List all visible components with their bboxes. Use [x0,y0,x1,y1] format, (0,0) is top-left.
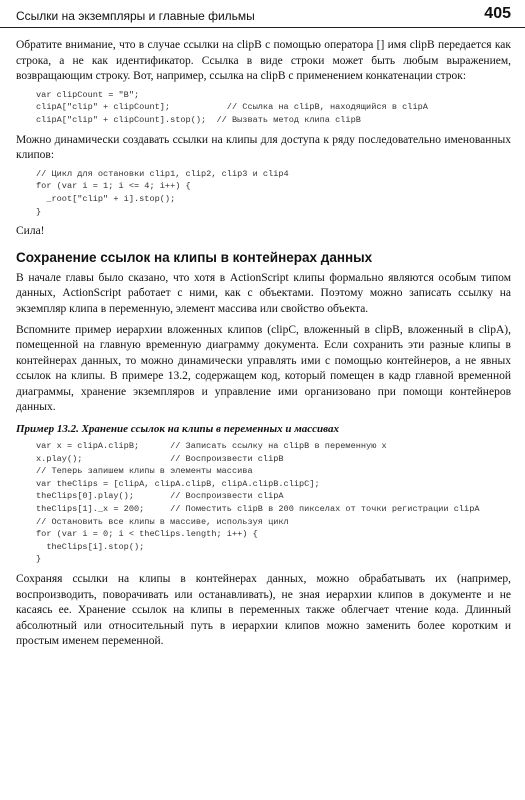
code-listing-loop: // Цикл для остановки clip1, clip2, clip3 и clip4 for (var i = 1; i <= 4; i++) { _root["clip" + i].stop(); } [36,168,289,217]
paragraph-clips-as-objects: В начале главы было сказано, что хотя в ActionScript клипы формально являются особым типом данных, ActionScript работает с ними, как с объектами. Поэтому можно записать ссылку на экземпляр клипа в переменную, элемент массива или свойство объекта. [16,271,511,315]
paragraph-exclamation: Сила! [16,225,45,238]
paragraph-nested-hierarchy: Вспомните пример иерархии вложенных клипов (clipC, вложенный в clipB, вложенный в clipA), помещенной на главную временную диаграмму документа. Если сохранить эти разные клипы в контейнерах данных, то можно динамически управлять ими с помощью контейнеров, а не явных ссылок на клипы. В примере 13.2, содержащем код, который помещен в кадр главной временной диаграммы, хранение экземпляров и управление ими организовано при помощи контейнеров данных. [16,323,511,414]
page-number: 405 [484,5,511,22]
example-caption: Пример 13.2. Хранение ссылок на клипы в переменных и массивах [16,423,339,436]
code-listing-example-13-2: var x = clipA.clipB; // Записать ссылку на clipB в переменную x x.play(); // Воспроизвести clipB // Теперь запишем клипы в элементы массива var theClips = [clipA, clipA.clipB, clipA.clipB.clipC]; theClips[0].play(); // Воспроизвести clipA theClips[1]._x = 200; // Поместить clipB в 200 пикселах от точки регистрации clipA // Остановить все клипы в массиве, используя цикл for (var i = 0; i < theClips.length; i++) { theClips[i].stop(); } [36,441,480,565]
page-body [16,38,511,650]
section-heading: Сохранение ссылок на клипы в контейнерах данных [16,249,373,265]
paragraph-string-reference: Обратите внимание, что в случае ссылки на clipB с помощью оператора [] имя clipB передается как строка, а не как идентификатор. Ссылка в виде строки может быть любым выражением, возвращающим строку. Вот, например, ссылка на clipB с применением конкатенации строк: [16,39,511,83]
page-header [0,0,525,28]
running-title: Ссылки на экземпляры и главные фильмы [16,9,255,23]
code-listing-concatenation: var clipCount = "B"; clipA["clip" + clipCount]; // Ссылка на clipB, находящийся в clipA clipA["clip" + clipCount].stop(); // Вызвать метод клипа clipB [36,89,428,125]
paragraph-storing-references: Сохраняя ссылки на клипы в контейнерах данных, можно обрабатывать их (например, воспроизводить, поворачивать или останавливать), не зная иерархии клипов в документе и не касаясь ее. Хранение ссылок на клипы в переменных также облегчает чтение кода. Длинный абсолютный или относительный путь в иерархии клипов можно заменить более коротким и простым именем переменной. [16,573,511,648]
paragraph-dynamic-references: Можно динамически создавать ссылки на клипы для доступа к ряду последовательно именованных клипов: [16,133,511,162]
